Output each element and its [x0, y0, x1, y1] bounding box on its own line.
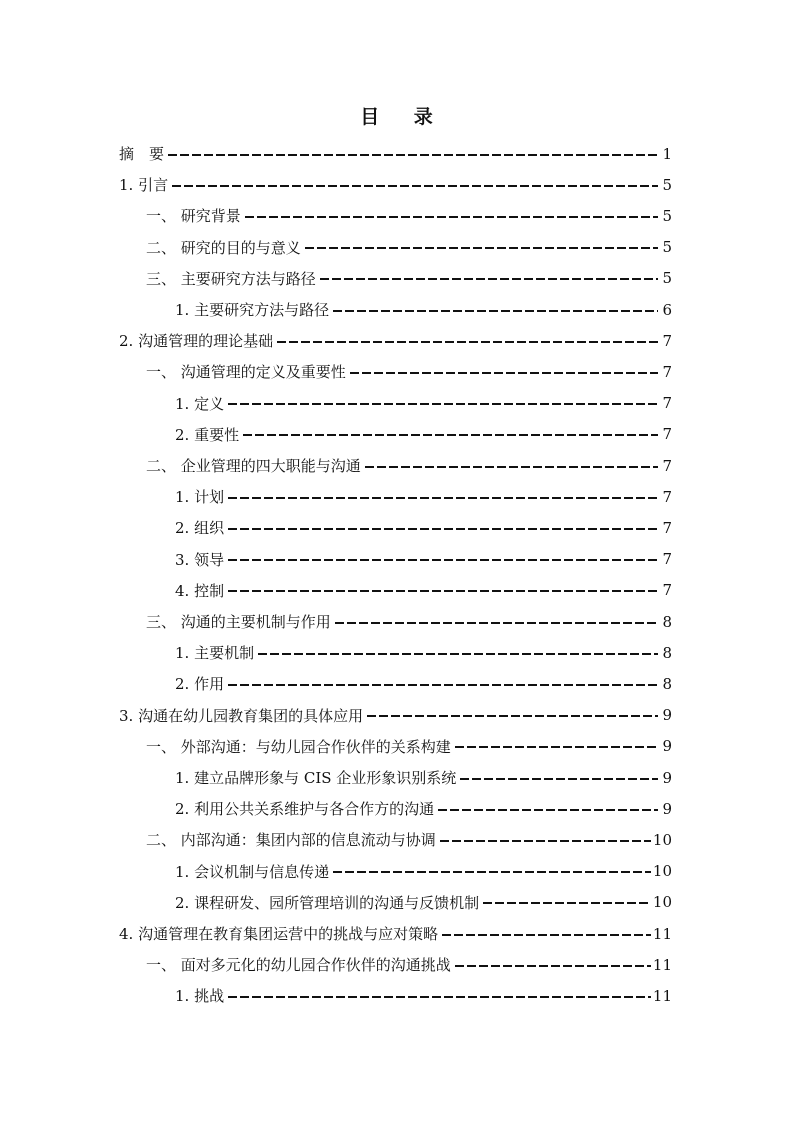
toc-entry-label: 三、 主要研究方法与路径: [146, 269, 316, 288]
toc-entry-label: 2. 作用: [175, 675, 225, 694]
toc-entry-label: 一、 面对多元化的幼儿园合作伙伴的沟通挑战: [146, 956, 451, 975]
toc-entry[interactable]: [175, 668, 672, 699]
toc-entry-label: 1. 会议机制与信息传递: [175, 862, 330, 881]
toc-entry-page-number: 7: [662, 425, 672, 444]
toc-entry[interactable]: [175, 544, 672, 575]
toc-entry[interactable]: [175, 512, 672, 543]
toc-entry-page-number: 7: [662, 362, 672, 381]
toc-entry-page-number: 7: [662, 487, 672, 506]
toc-entry[interactable]: [146, 731, 672, 762]
toc-leader-dashes: [258, 653, 658, 655]
toc-leader-dashes: [228, 497, 658, 499]
toc-leader-dashes: [277, 341, 658, 343]
toc-leader-dashes: [172, 185, 658, 187]
toc-entry[interactable]: [119, 169, 672, 200]
toc-leader-dashes: [305, 247, 658, 249]
toc-leader-dashes: [455, 746, 658, 748]
toc-entry-label: 二、 内部沟通：集团内部的信息流动与协调: [146, 831, 436, 850]
toc-entry-label: 1. 计划: [175, 488, 225, 507]
toc-leader-dashes: [455, 965, 651, 967]
toc-leader-dashes: [483, 902, 651, 904]
toc-entry[interactable]: [175, 419, 672, 450]
toc-entry-label: 2. 利用公共关系维护与各合作方的沟通: [175, 800, 435, 819]
toc-leader-dashes: [228, 996, 651, 998]
toc-leader-dashes: [438, 809, 658, 811]
toc-entry-label: 2. 课程研发、园所管理培训的沟通与反馈机制: [175, 893, 480, 912]
toc-leader-dashes: [365, 466, 658, 468]
toc-entry[interactable]: [146, 263, 672, 294]
toc-entry-page-number: 10: [652, 893, 672, 912]
toc-entry[interactable]: [119, 325, 672, 356]
toc-entry-label: 1. 定义: [175, 394, 225, 413]
toc-entry[interactable]: [175, 856, 672, 887]
toc-entry[interactable]: [175, 481, 672, 512]
toc-entry-label: 1. 主要机制: [175, 644, 255, 663]
toc-leader-dashes: [228, 403, 658, 405]
toc-entry[interactable]: [146, 232, 672, 263]
toc-entry-page-number: 11: [652, 955, 672, 974]
toc-entry[interactable]: [175, 294, 672, 325]
toc-entry-label: 三、 沟通的主要机制与作用: [146, 613, 331, 631]
toc-entry-label: 1. 建立品牌形象与 CIS 企业形象识别系统: [175, 769, 457, 787]
toc-leader-dashes: [168, 154, 658, 156]
toc-entry[interactable]: [175, 637, 672, 668]
toc-leader-dashes: [245, 216, 658, 218]
toc-leader-dashes: [350, 372, 658, 374]
toc-entry-page-number: 1: [662, 144, 672, 163]
toc-entry-label: 摘 要: [119, 145, 165, 163]
toc-leader-dashes: [333, 310, 658, 312]
toc-entry-page-number: 7: [662, 550, 672, 569]
toc-entry-label: 1. 挑战: [175, 987, 225, 1006]
toc-entry-label: 一、 研究背景: [146, 207, 241, 226]
toc-entry[interactable]: [146, 356, 672, 387]
toc-leader-dashes: [460, 778, 658, 780]
toc-entry[interactable]: [175, 980, 672, 1011]
toc-entry-page-number: 8: [662, 612, 672, 631]
toc-entry-page-number: 8: [662, 674, 672, 693]
toc-title: 目 录: [360, 106, 447, 128]
toc-entry-label: 3. 领导: [175, 550, 225, 569]
toc-leader-dashes: [320, 278, 658, 280]
toc-entry[interactable]: [146, 824, 672, 855]
toc-entry[interactable]: [146, 606, 672, 637]
toc-entry-page-number: 9: [662, 799, 672, 818]
toc-entry-label: 1. 主要研究方法与路径: [175, 301, 330, 319]
toc-leader-dashes: [228, 590, 658, 592]
toc-entry[interactable]: [175, 388, 672, 419]
toc-leader-dashes: [442, 934, 651, 936]
toc-entry-label: 1. 引言: [119, 176, 169, 195]
toc-leader-dashes: [440, 840, 651, 842]
toc-entry[interactable]: [175, 575, 672, 606]
toc-entry-page-number: 5: [662, 269, 672, 288]
toc-entry-page-number: 7: [662, 456, 672, 475]
toc-entry-page-number: 9: [662, 706, 672, 725]
toc-entry[interactable]: [175, 887, 672, 918]
toc-entry-page-number: 8: [662, 643, 672, 662]
toc-entry[interactable]: [119, 138, 672, 169]
toc-leader-dashes: [335, 622, 658, 624]
toc-entry-label: 4. 沟通管理在教育集团运营中的挑战与应对策略: [119, 925, 439, 943]
toc-entry-label: 3. 沟通在幼儿园教育集团的具体应用: [119, 706, 364, 725]
toc-leader-dashes: [228, 559, 658, 561]
toc-entry-page-number: 11: [652, 924, 672, 943]
toc-entry-label: 一、 外部沟通：与幼儿园合作伙伴的关系构建: [146, 737, 451, 756]
toc-leader-dashes: [228, 684, 658, 686]
toc-entry-label: 2. 组织: [175, 519, 225, 538]
toc-entry-label: 2. 重要性: [175, 425, 240, 444]
toc-entry-page-number: 5: [662, 175, 672, 194]
toc-entry-label: 4. 控制: [175, 581, 225, 600]
toc-entry[interactable]: [119, 918, 672, 949]
toc-leader-dashes: [228, 528, 658, 530]
toc-entry-label: 二、 研究的目的与意义: [146, 238, 301, 257]
toc-entry-page-number: 10: [652, 830, 672, 849]
toc-entry-page-number: 7: [662, 394, 672, 413]
toc-entry-page-number: 7: [662, 518, 672, 537]
toc-entry-page-number: 9: [662, 768, 672, 787]
toc-entry-page-number: 7: [662, 331, 672, 350]
toc-entry[interactable]: [175, 762, 672, 793]
toc-entry[interactable]: [146, 949, 672, 980]
toc-leader-dashes: [243, 434, 658, 436]
toc-entry[interactable]: [175, 793, 672, 824]
toc-entry-page-number: 6: [662, 300, 672, 319]
toc-entry-label: 一、 沟通管理的定义及重要性: [146, 363, 346, 382]
toc-entry-label: 2. 沟通管理的理论基础: [119, 332, 274, 351]
toc-entry[interactable]: [146, 450, 672, 481]
toc-entry-page-number: 7: [662, 581, 672, 600]
toc-leader-dashes: [367, 715, 658, 717]
toc-entry-page-number: 10: [652, 862, 672, 881]
toc-entry-page-number: 11: [652, 986, 672, 1005]
toc-entry-label: 二、 企业管理的四大职能与沟通: [146, 457, 361, 475]
toc-entry-page-number: 5: [662, 238, 672, 257]
toc-entry[interactable]: [146, 200, 672, 231]
toc-entry-page-number: 5: [662, 206, 672, 225]
toc-leader-dashes: [333, 871, 651, 873]
toc-entry-page-number: 9: [662, 737, 672, 756]
toc-entry[interactable]: [119, 700, 672, 731]
